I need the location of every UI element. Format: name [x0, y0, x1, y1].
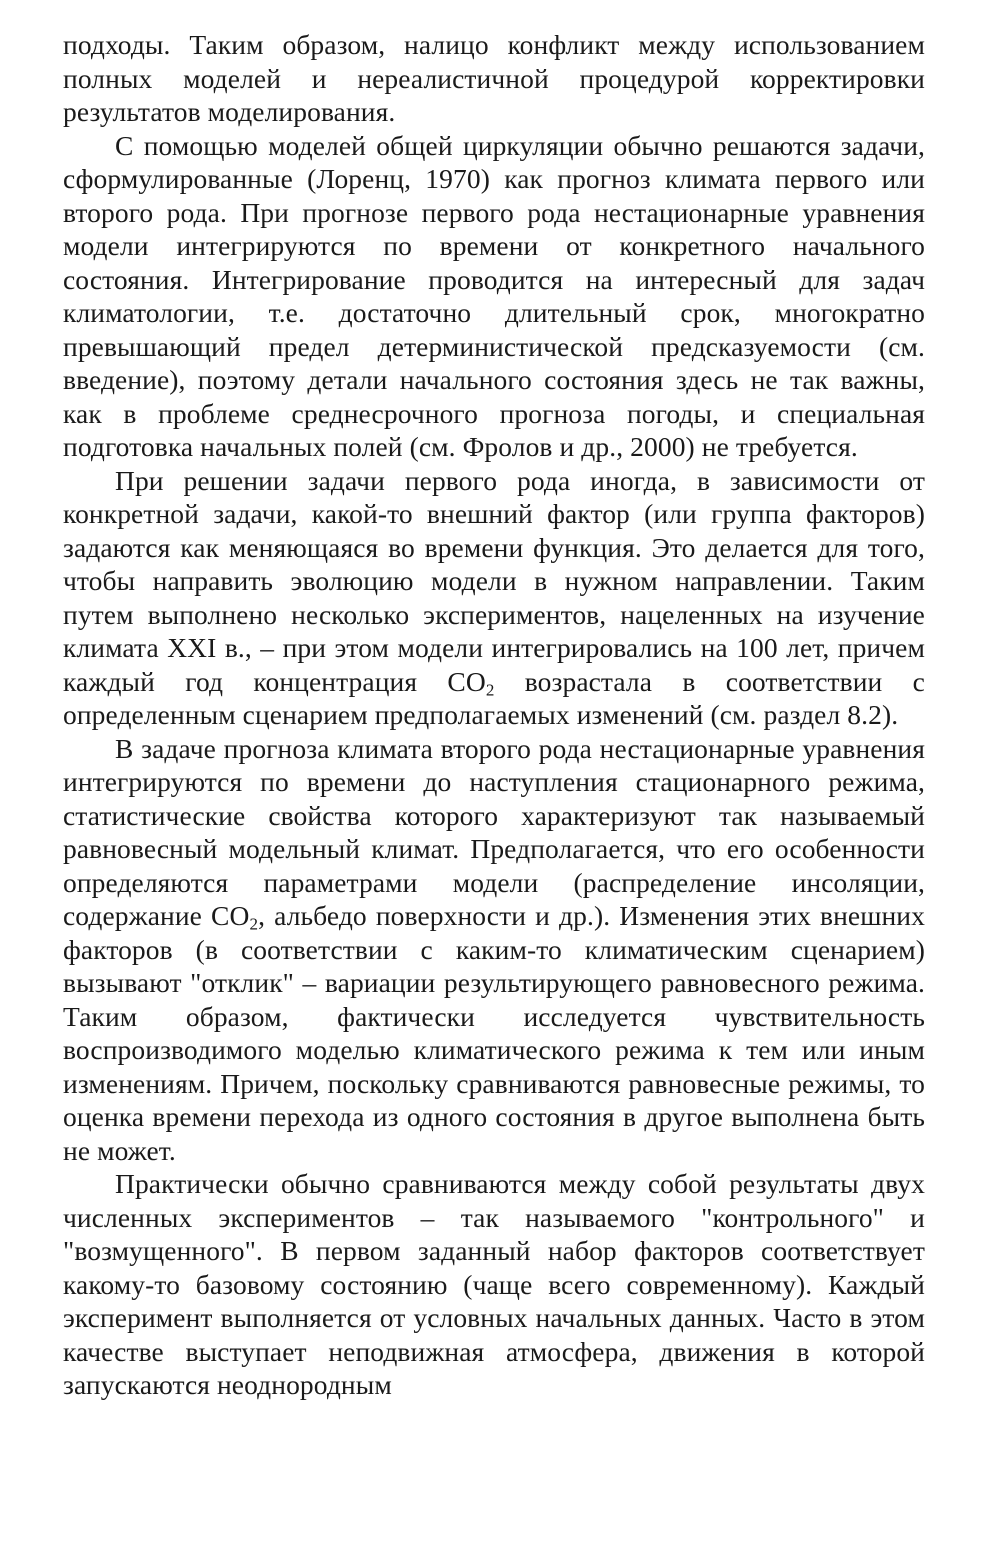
paragraph-2	[63, 129, 925, 464]
paragraph-3-text-a: При решении задачи первого рода иногда, в зависимости от конкретной задачи, какой-то внешний фактор (или группа факторов) задаются как меняющаяся во времени функция. Это делается для того, чтобы направить эволюцию модели в нужном направлении. Таким путем выполнено несколько экспериментов, нацеленных на изучение климата XXI в., – при этом модели интегрировались на 100 лет, причем каждый год концентрация CO	[63, 464, 925, 697]
paragraph-1	[63, 28, 925, 129]
paragraph-5	[63, 1167, 925, 1402]
paragraph-5-text: Практически обычно сравниваются между собой результаты двух численных экспериментов – так называемого "контрольного" и "возмущенного". В первом заданный набор факторов соответствует какому-то базовому состоянию (чаще всего современному). Каждый эксперимент выполняется от условных начальных данных. Часто в этом качестве выступает неподвижная атмосфера, движения в которой запускаются неоднородным	[63, 1168, 925, 1400]
paragraph-4-text-b: , альбедо поверхности и др.). Изменения этих внешних факторов (в соответствии с каким-то климатическим сценарием) вызывают "отклик" – вариации результирующего равновесного режима. Таким образом, фактически исследуется чувствительность воспроизводимого моделью климатического режима к тем или иным изменениям. Причем, поскольку сравниваются равновесные режимы, то оценка времени перехода из одного состояния в другое выполнена быть не может.	[63, 900, 925, 1166]
paragraph-4	[63, 732, 925, 1168]
paragraph-3	[63, 464, 925, 732]
page-body	[63, 28, 925, 1402]
co2-subscript: 2	[249, 914, 259, 934]
paragraph-1-text: подходы. Таким образом, налицо конфликт между использованием полных моделей и нереалистичной процедурой корректировки результатов моделирования.	[63, 29, 925, 127]
paragraph-2-text: С помощью моделей общей циркуляции обычно решаются задачи, сформулированные (Лоренц, 1970) как прогноз климата первого или второго рода. При прогнозе первого рода нестационарные уравнения модели интегрируются по времени от конкретного начального состояния. Интегрирование проводится на интересный для задач климатологии, т.е. достаточно длительный срок, многократно превышающий предел детерминистической предсказуемости (см. введение), поэтому детали начального состояния здесь не так важны, как в проблеме среднесрочного прогноза погоды, и специальная подготовка начальных полей (см. Фролов и др., 2000) не требуется.	[63, 129, 925, 462]
co2-subscript: 2	[485, 679, 495, 699]
paragraph-3-text-b: возрастала в соответствии с определенным сценарием предполагаемых изменений (см. раздел 8.2).	[63, 665, 925, 730]
paragraph-4-text-a: В задаче прогноза климата второго рода нестационарные уравнения интегрируются по времени до наступления стационарного режима, статистические свойства которого характеризуют так называемый равновесный модельный климат. Предполагается, что его особенности определяются параметрами модели (распределение инсоляции, содержание CO	[63, 732, 925, 931]
